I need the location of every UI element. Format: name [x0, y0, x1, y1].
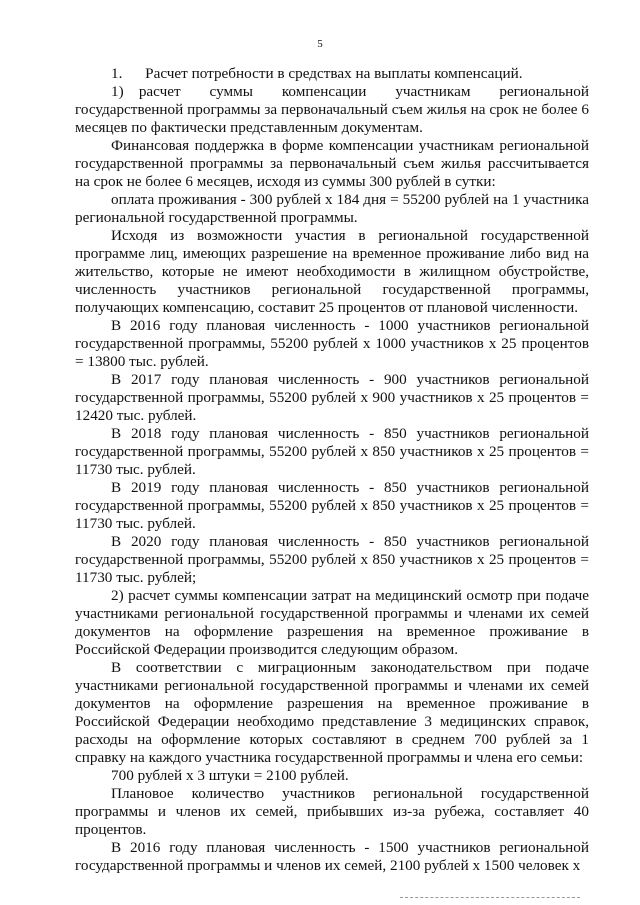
- paragraph-participation: Исходя из возможности участия в региональной государственной программе лиц, имеющих разрешение на временное проживание либо вид на жительство, которые не имеют необходимости в жилищном обустройстве, численность участников региональной государственной программы, получающих компенсацию, составит 25 процентов от плановой численности.: [75, 227, 589, 316]
- scan-artifact-line: [400, 897, 580, 899]
- paragraph-heading-1: 1. Расчет потребности в средствах на выплаты компенсаций.: [111, 65, 523, 82]
- paragraph-payment-calc: оплата проживания - 300 рублей х 184 дня = 55200 рублей на 1 участника региональной государственной программы.: [75, 191, 589, 226]
- paragraph-year-2016: В 2016 году плановая численность - 1000 участников региональной государственной программы, 55200 рублей х 1000 участников х 25 процентов = 13800 тыс. рублей.: [75, 317, 589, 370]
- paragraph-year-2018: В 2018 году плановая численность - 850 участников региональной государственной программы, 55200 рублей х 850 участников х 25 процентов = 11730 тыс. рублей.: [75, 425, 589, 478]
- page-number: 5: [317, 38, 323, 50]
- paragraph-migration-law: В соответствии с миграционным законодательством при подаче участниками региональной государственной программы и членами их семей документов на оформление разрешения на временное проживание в Российской Федерации необходимо представление 3 медицинских справок, расходы на оформление которых составляют в среднем 700 рублей за 1 справку на каждого участника государственной программы и члена его семьи:: [75, 659, 589, 766]
- paragraph-year-2017: В 2017 году плановая численность - 900 участников региональной государственной программы, 55200 рублей х 900 участников х 25 процентов = 12420 тыс. рублей.: [75, 371, 589, 424]
- paragraph-year-2019: В 2019 году плановая численность - 850 участников региональной государственной программы, 55200 рублей х 850 участников х 25 процентов = 11730 тыс. рублей.: [75, 479, 589, 532]
- paragraph-item-2: 2) расчет суммы компенсации затрат на медицинский осмотр при подаче участниками региональной государственной программы и членами их семей документов на оформление разрешения на временное проживание в Российской Федерации производится следующим образом.: [75, 587, 589, 658]
- document-body: [75, 65, 589, 875]
- paragraph-planned-count: Плановое количество участников региональной государственной программы и членов их семей, прибывших из-за рубежа, составляет 40 процентов.: [75, 785, 589, 838]
- paragraph-certificate-calc: 700 рублей х 3 штуки = 2100 рублей.: [111, 767, 349, 784]
- paragraph-year-2020: В 2020 году плановая численность - 850 участников региональной государственной программы, 55200 рублей х 850 участников х 25 процентов = 11730 тыс. рублей;: [75, 533, 589, 586]
- paragraph-financial-support: Финансовая поддержка в форме компенсации участникам региональной государственной программы за первоначальный съем жилья рассчитывается на срок не более 6 месяцев, исходя из суммы 300 рублей в сутки:: [75, 137, 589, 190]
- paragraph-year-2016-medical: В 2016 году плановая численность - 1500 участников региональной государственной программы и членов их семей, 2100 рублей х 1500 человек х: [75, 839, 589, 874]
- paragraph-item-1: 1) расчет суммы компенсации участникам региональной государственной программы за первоначальный съем жилья на срок не более 6 месяцев по фактически представленным документам.: [75, 83, 589, 136]
